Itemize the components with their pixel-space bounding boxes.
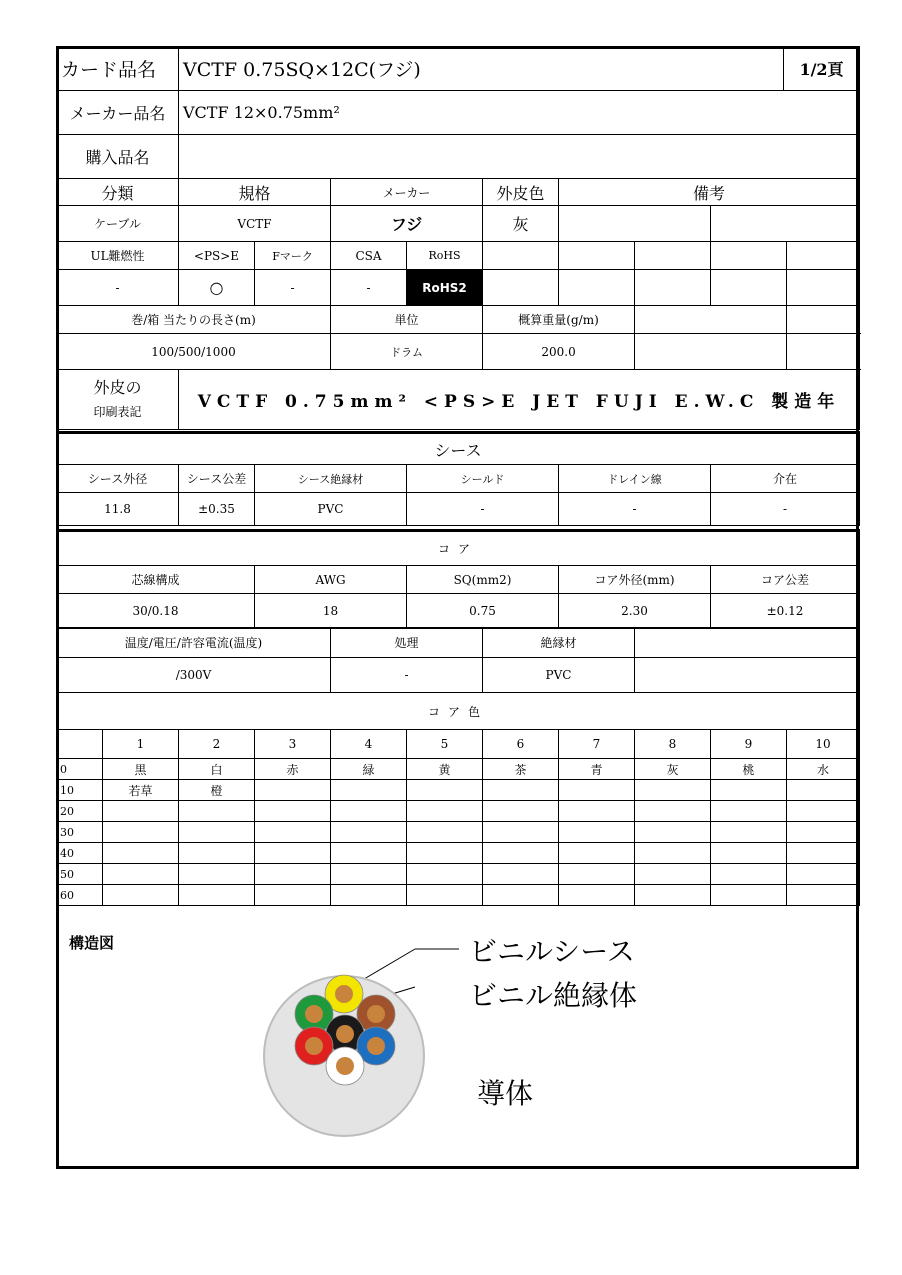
sheath-tol-header: シース公差 — [179, 465, 255, 493]
core-color-cell — [711, 864, 787, 885]
core-color-cell — [103, 843, 179, 864]
rohs-header: RoHS — [407, 242, 483, 270]
structure-title: 構造図 — [69, 934, 115, 952]
core-color-cell — [559, 885, 635, 906]
table-row — [57, 822, 860, 843]
core-color-cell — [559, 801, 635, 822]
color-col-10: 10 — [787, 730, 860, 759]
pse-header: <PS>E — [179, 242, 255, 270]
core-color-cell — [711, 801, 787, 822]
page-number: 1/2頁 — [784, 47, 860, 91]
sheath-tol-value: ±0.35 — [179, 493, 255, 526]
purchase-name-label: 購入品名 — [57, 135, 179, 179]
row-index: 20 — [57, 801, 103, 822]
card-name-label: カード品名 — [57, 47, 179, 91]
table-row — [57, 801, 860, 822]
length-value: 100/500/1000 — [57, 334, 331, 370]
pse-value: ○ — [179, 270, 255, 306]
core-blue-conductor — [367, 1037, 385, 1055]
sheath-table — [56, 431, 860, 526]
table-row — [57, 864, 860, 885]
core-color-cell: 赤 — [255, 759, 331, 780]
csa-value: - — [331, 270, 407, 306]
row-index: 0 — [57, 759, 103, 780]
core-color-cell — [559, 864, 635, 885]
rohs-badge: RoHS2 — [407, 270, 483, 306]
shield-header: シールド — [407, 465, 559, 493]
f-mark-value: - — [255, 270, 331, 306]
core-color-cell — [179, 843, 255, 864]
sq-value: 0.75 — [407, 594, 559, 629]
core-color-cell — [255, 801, 331, 822]
core-color-cell — [103, 801, 179, 822]
remarks-value-2 — [711, 206, 860, 242]
jacket-color-value: 灰 — [483, 206, 559, 242]
row-index: 40 — [57, 843, 103, 864]
core-color-cell — [787, 801, 860, 822]
sheath-title: シース — [57, 433, 860, 465]
sq-header: SQ(mm2) — [407, 566, 559, 594]
sheath-od-value: 11.8 — [57, 493, 179, 526]
core-color-cell: 青 — [559, 759, 635, 780]
core-black-conductor — [336, 1025, 354, 1043]
f-mark-header: Fマーク — [255, 242, 331, 270]
card-name-value: VCTF 0.75SQ×12C(フジ) — [179, 47, 784, 91]
printing-label — [57, 370, 179, 430]
shield-value: - — [407, 493, 559, 526]
header-table — [56, 46, 860, 179]
core-color-cell — [787, 885, 860, 906]
weight-value: 200.0 — [483, 334, 635, 370]
core-color-cell — [331, 885, 407, 906]
core-color-cell — [483, 822, 559, 843]
core-color-cell — [179, 885, 255, 906]
core-color-cell — [103, 885, 179, 906]
awg-header: AWG — [255, 566, 407, 594]
remarks-header: 備考 — [559, 179, 860, 206]
core-color-cell — [255, 780, 331, 801]
core-color-cell — [635, 885, 711, 906]
core-color-cell — [711, 843, 787, 864]
purchase-name-value — [179, 135, 860, 179]
strand-header: 芯線構成 — [57, 566, 255, 594]
core-color-cell — [635, 864, 711, 885]
core-color-cell — [635, 843, 711, 864]
properties-table — [56, 178, 860, 370]
core-color-cell — [483, 780, 559, 801]
core-color-cell — [331, 822, 407, 843]
maker-value: フジ — [331, 206, 483, 242]
maker-header: メーカー — [331, 179, 483, 206]
unit-value: ドラム — [331, 334, 483, 370]
csa-header: CSA — [331, 242, 407, 270]
color-col-7: 7 — [559, 730, 635, 759]
treatment-value: - — [331, 658, 483, 693]
sheath-leader-line — [359, 949, 415, 982]
awg-value: 18 — [255, 594, 407, 629]
standard-value: VCTF — [179, 206, 331, 242]
color-col-1: 1 — [103, 730, 179, 759]
rating-table — [56, 627, 860, 693]
core-color-cell: 桃 — [711, 759, 787, 780]
color-col-2: 2 — [179, 730, 255, 759]
core-color-cell — [483, 864, 559, 885]
core-color-cell — [483, 885, 559, 906]
core-white-conductor — [336, 1057, 354, 1075]
core-color-cell: 灰 — [635, 759, 711, 780]
core-color-cell — [711, 885, 787, 906]
core-title: コア — [57, 531, 860, 566]
insulation-label: ビニル絶縁体 — [469, 979, 638, 1012]
core-color-cell — [407, 843, 483, 864]
unit-header: 単位 — [331, 306, 483, 334]
drain-header: ドレイン線 — [559, 465, 711, 493]
core-color-cell — [407, 801, 483, 822]
cable-cross-section — [59, 910, 856, 1166]
sheath-material-header: シース絶縁材 — [255, 465, 407, 493]
core-color-cell: 橙 — [179, 780, 255, 801]
color-col-6: 6 — [483, 730, 559, 759]
printing-value: VCTF 0.75mm² <PS>E JET FUJI E.W.C 製造年 — [179, 370, 860, 430]
core-color-cell — [711, 822, 787, 843]
core-color-cell — [559, 843, 635, 864]
core-color-cell: 白 — [179, 759, 255, 780]
rating-value: /300V — [57, 658, 331, 693]
core-color-cell: 黒 — [103, 759, 179, 780]
core-color-cell — [179, 864, 255, 885]
core-color-cell — [635, 822, 711, 843]
color-col-8: 8 — [635, 730, 711, 759]
core-colors-header-row — [57, 730, 860, 759]
core-color-cell — [635, 780, 711, 801]
core-color-cell — [103, 822, 179, 843]
row-index: 50 — [57, 864, 103, 885]
core-color-cell — [255, 843, 331, 864]
color-col-4: 4 — [331, 730, 407, 759]
core-color-cell — [179, 822, 255, 843]
table-row — [57, 885, 860, 906]
sheath-od-header: シース外径 — [57, 465, 179, 493]
strand-value: 30/0.18 — [57, 594, 255, 629]
weight-header: 概算重量(g/m) — [483, 306, 635, 334]
color-col-9: 9 — [711, 730, 787, 759]
printing-label-line2: 印刷表記 — [93, 404, 142, 419]
core-green-conductor — [305, 1005, 323, 1023]
core-color-cell — [787, 843, 860, 864]
core-color-cell — [179, 801, 255, 822]
jacket-color-header: 外皮色 — [483, 179, 559, 206]
core-color-cell — [711, 780, 787, 801]
core-color-cell — [483, 801, 559, 822]
color-col-3: 3 — [255, 730, 331, 759]
sheath-label: ビニルシース — [469, 935, 635, 968]
row-index: 10 — [57, 780, 103, 801]
core-colors-table — [56, 692, 860, 906]
core-color-cell — [255, 864, 331, 885]
drain-value: - — [559, 493, 711, 526]
maker-name-value: VCTF 12×0.75mm² — [179, 91, 860, 135]
core-color-cell — [787, 864, 860, 885]
remarks-value-1 — [559, 206, 711, 242]
conductor-label: 導体 — [477, 1077, 534, 1110]
treatment-header: 処理 — [331, 628, 483, 658]
core-color-cell — [331, 843, 407, 864]
core-brown-conductor — [367, 1005, 385, 1023]
insulation-header: 絶縁材 — [483, 628, 635, 658]
row-index: 60 — [57, 885, 103, 906]
core-color-cell — [787, 822, 860, 843]
core-color-cell — [255, 822, 331, 843]
core-red-conductor — [305, 1037, 323, 1055]
core-color-cell — [331, 780, 407, 801]
core-color-cell — [559, 822, 635, 843]
core-color-cell: 茶 — [483, 759, 559, 780]
ul-flame-header: UL難燃性 — [57, 242, 179, 270]
core-color-cell — [255, 885, 331, 906]
core-yellow-conductor — [335, 985, 353, 1003]
printing-table — [56, 369, 860, 430]
core-color-cell — [635, 801, 711, 822]
rating-header: 温度/電圧/許容電流(温度) — [57, 628, 331, 658]
maker-name-label: メーカー品名 — [57, 91, 179, 135]
core-color-cell: 黄 — [407, 759, 483, 780]
core-tol-header: コア公差 — [711, 566, 860, 594]
ul-flame-value: - — [57, 270, 179, 306]
core-color-cell — [787, 780, 860, 801]
core-od-value: 2.30 — [559, 594, 711, 629]
core-color-cell — [407, 822, 483, 843]
row-index: 30 — [57, 822, 103, 843]
table-row — [57, 843, 860, 864]
core-color-cell — [407, 864, 483, 885]
filler-header: 介在 — [711, 465, 860, 493]
table-row — [57, 780, 860, 801]
core-od-header: コア外径(mm) — [559, 566, 711, 594]
core-colors-body — [57, 759, 860, 906]
core-color-cell — [407, 885, 483, 906]
standard-header: 規格 — [179, 179, 331, 206]
core-tol-value: ±0.12 — [711, 594, 860, 629]
core-color-cell — [103, 864, 179, 885]
color-col-5: 5 — [407, 730, 483, 759]
core-color-cell — [483, 843, 559, 864]
sheath-material-value: PVC — [255, 493, 407, 526]
core-color-cell: 緑 — [331, 759, 407, 780]
insulation-value: PVC — [483, 658, 635, 693]
core-color-cell — [559, 780, 635, 801]
core-color-cell: 若草 — [103, 780, 179, 801]
core-color-cell — [331, 864, 407, 885]
filler-value: - — [711, 493, 860, 526]
classification-value: ケーブル — [57, 206, 179, 242]
core-color-cell — [331, 801, 407, 822]
classification-header: 分類 — [57, 179, 179, 206]
printing-label-line1: 外皮の — [93, 377, 142, 397]
core-table — [56, 529, 860, 629]
structure-diagram — [59, 910, 856, 1166]
core-color-cell: 水 — [787, 759, 860, 780]
core-colors-title: コア色 — [57, 693, 860, 730]
length-header: 巻/箱 当たりの長さ(m) — [57, 306, 331, 334]
core-color-cell — [407, 780, 483, 801]
table-row — [57, 759, 860, 780]
